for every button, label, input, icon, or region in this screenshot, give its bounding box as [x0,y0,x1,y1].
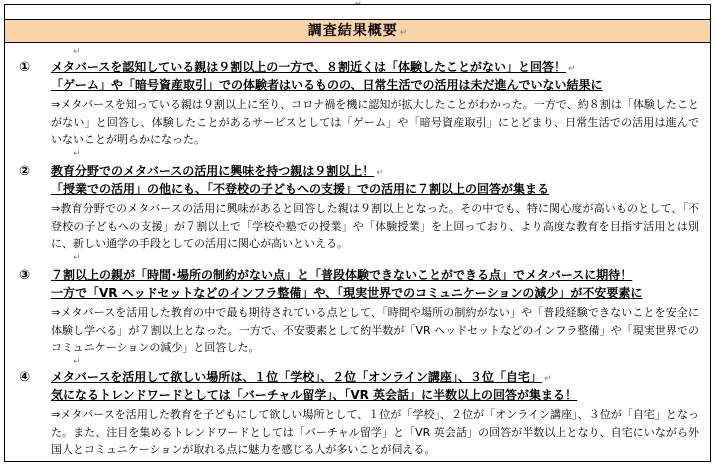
section-heading-3: ７割以上の親が「時間･場所の制約がない点」と「普段体験できないことができる点」でメタバースに期待！ [51,268,633,282]
summary-box [4,4,711,462]
section-subheading-2: 「授業での活用」の他にも、「不登校の子どもへの支援」での活用に７割以上の回答が集まる [51,182,550,196]
section-subheading-1: 「ゲーム」や「暗号資産取引」での体験者はいるものの、日常生活での活用は未だ進んでいない結果に [51,78,603,92]
blank-line: ↵ [73,357,81,367]
section-body-3: ⇒メタバースを活用した教育の中で最も期待されている点として、「時間や場所の制約がない」や「普段経験できないことを安全に体験し学べる」が７割以上となった。一方で、不安要素として約半数が「VR ヘッドセットなどのインフラ整備」や「現実世界でのコミュニケーションの減少」と回答した。 [51,306,699,354]
section-heading-1: メタバースを認知している親は９割以上の一方で、８割近くは「体験したことがない」と回答！ ↵ [51,60,576,74]
summary-header [5,19,710,43]
blank-line: ↵ [73,149,81,159]
paragraph-mark-top: ↵ [355,0,362,8]
section-subheading-4: 気になるトレンドワードとしては「バーチャル留学」、「VR 英会話」に半数以上の回答が集まる！ [51,388,578,402]
section-number: ④ [19,370,31,385]
section-body-1: ⇒メタバースを知っている親は９割以上に至り、コロナ禍を機に認知が拡大したことがわかった。一方で、約８割は「体験したことがない」と回答し、体験したことがあるサービスとしては「ゲーム」や「暗号資産取引」にとどまり、日常生活での活用は進んでいないことが明らかになった。 [51,98,699,146]
section-number: ② [19,164,31,179]
section-heading-4: メタバースを活用して欲しい場所は、１位「学校」、２位「オンライン講座」、３位「自宅」 ↵ [51,370,552,384]
section-body-4: ⇒メタバースを活用した教育を子どもにして欲しい場所として、１位が「学校」、２位が「オンライン講座」、３位が「自宅」となった。また、注目を集めるトレンドワードとしては「バーチャル留学」と「VR 英会話」の回答が半数以上となり、自宅にいながら外国人とコミュニケーションが取れる点に魅力を感じる人が多いことが伺える。 [51,408,699,456]
section-body-2: ⇒教育分野でのメタバースの活用に興味があると回答した親は９割以上となった。その中でも、特に関心度が高いものとして、「不登校の子どもへの支援」が７割以上で「学校や塾での授業」や「体験授業」を上回っており、より高度な教育を目指す活用とは別に、新しい通学の手段としての活用に関心が高いといえる。 [51,202,699,250]
section-number: ③ [19,268,31,283]
blank-line: ↵ [73,253,81,263]
section-number: ① [19,60,31,75]
blank-line: ↵ [73,47,81,57]
section-heading-2: 教育分野でのメタバースの活用に興味を持つ親は９割以上！ ↵ [51,164,384,178]
paragraph-mark: ↵ [399,28,408,38]
page-title: 調査結果概要 [307,23,398,39]
section-subheading-3: 一方で「VR ヘッドセットなどのインフラ整備」や、「現実世界でのコミュニケーションの減少」が不安要素に [51,286,643,300]
